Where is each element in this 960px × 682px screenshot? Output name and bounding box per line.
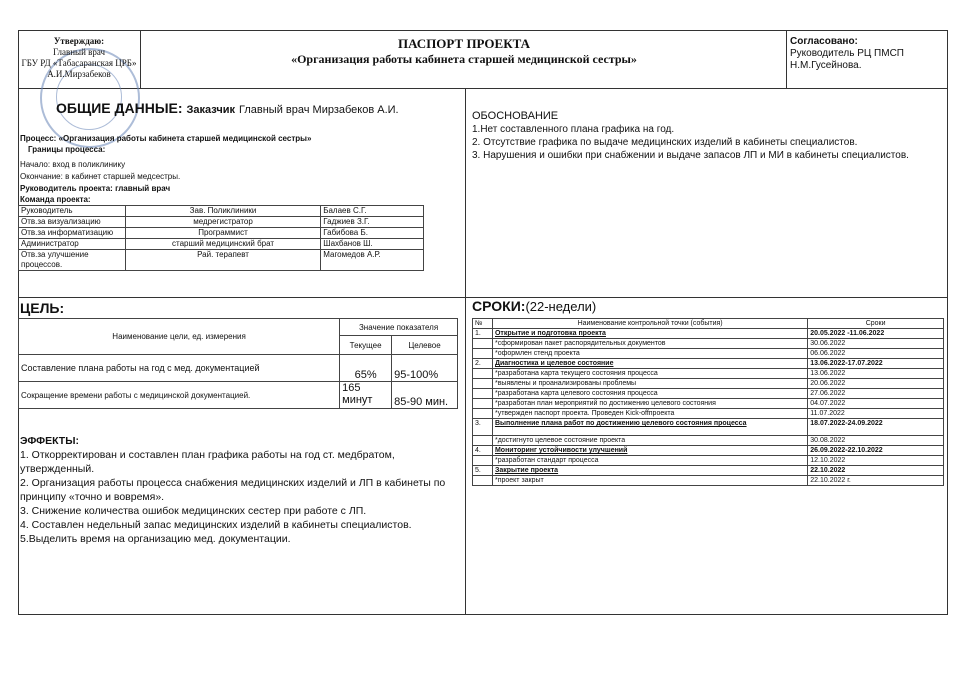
schedule-row	[473, 436, 944, 446]
schedule-event: *разработана карта целевого состояния процесса	[492, 389, 807, 399]
justification-item: 1.Нет составленного плана графика на год.	[472, 124, 675, 135]
schedule-event: Выполнение плана работ по достижению целевого состояния процесса	[492, 419, 807, 436]
schedule-table	[472, 318, 944, 486]
schedule-row	[473, 446, 944, 456]
approve-block	[20, 36, 138, 80]
schedule-num	[473, 409, 493, 419]
table-row	[19, 239, 424, 250]
table-row	[19, 228, 424, 239]
schedule-event: *оформлен стенд проекта	[492, 349, 807, 359]
schedule-num	[473, 379, 493, 389]
schedule-row	[473, 409, 944, 419]
table-row	[19, 382, 458, 409]
justification-heading: ОБОСНОВАНИЕ	[472, 110, 559, 122]
schedule-event: *выявлены и проанализированы проблемы	[492, 379, 807, 389]
page-subtitle: «Организация работы кабинета старшей медицинской сестры»	[291, 52, 637, 66]
team-name: Шахбанов Ш.	[321, 239, 424, 250]
table-row	[19, 206, 424, 217]
goal-col-value: Значение показателя	[340, 319, 458, 336]
table-row	[19, 250, 424, 271]
schedule-num: 2.	[473, 359, 493, 369]
effect-item: 2. Организация работы процесса снабжения медицинских изделий и ЛП в кабинеты по принципу «точно и вовремя».	[20, 477, 446, 503]
schedule-date: 18.07.2022-24.09.2022	[808, 419, 944, 436]
effects-heading: ЭФФЕКТЫ:	[20, 435, 79, 447]
team-name: Габибова Б.	[321, 228, 424, 239]
schedule-num	[473, 436, 493, 446]
process-start: Начало: вход в поликлинику	[20, 160, 126, 169]
general-heading-line	[56, 100, 461, 118]
schedule-event: *разработан план мероприятий по достижению целевого состояния	[492, 399, 807, 409]
schedule-heading-line	[472, 298, 596, 316]
schedule-col-date: Сроки	[808, 319, 944, 329]
schedule-num: 3.	[473, 419, 493, 436]
schedule-event: *разработана карта текущего состояния процесса	[492, 369, 807, 379]
team-position: Программист	[125, 228, 320, 239]
effects-block	[20, 434, 460, 546]
team-position: Зав. Поликлиники	[125, 206, 320, 217]
goal-target: 95-100%	[392, 355, 458, 382]
agreed-block	[790, 36, 945, 72]
schedule-date: 12.10.2022	[808, 456, 944, 466]
team-role: Отв.за улучшение процессов.	[19, 250, 126, 271]
title-block	[142, 36, 786, 67]
table-row	[19, 217, 424, 228]
goal-target: 85-90 мин.	[392, 382, 458, 409]
team-role: Отв.за визуализацию	[19, 217, 126, 228]
right-border	[947, 30, 948, 615]
schedule-num: 4.	[473, 446, 493, 456]
schedule-date: 20.05.2022 -11.06.2022	[808, 329, 944, 339]
schedule-num	[473, 456, 493, 466]
team-name: Гаджиев З.Г.	[321, 217, 424, 228]
goal-col-current: Текущее	[340, 336, 392, 355]
schedule-event: Мониторинг устойчивости улучшений	[492, 446, 807, 456]
team-role: Администратор	[19, 239, 126, 250]
schedule-date: 13.06.2022	[808, 369, 944, 379]
schedule-event: Закрытие проекта	[492, 466, 807, 476]
team-table	[18, 205, 424, 271]
customer-value: Главный врач Мирзабеков А.И.	[239, 104, 399, 116]
team-role: Руководитель	[19, 206, 126, 217]
schedule-weeks: (22-недели)	[525, 299, 597, 314]
table-row	[19, 355, 458, 382]
schedule-row	[473, 329, 944, 339]
schedule-row	[473, 466, 944, 476]
goal-col-target: Целевое	[392, 336, 458, 355]
schedule-num	[473, 399, 493, 409]
goal-heading: ЦЕЛЬ:	[20, 300, 65, 316]
schedule-num	[473, 339, 493, 349]
schedule-date: 22.10.2022	[808, 466, 944, 476]
goal-name: Сокращение времени работы с медицинской документацией.	[19, 382, 340, 409]
schedule-event: *достигнуто целевое состояние проекта	[492, 436, 807, 446]
effect-item: 3. Снижение количества ошибок медицинских сестер при работе с ЛП.	[20, 505, 367, 517]
approve-line: А.И.Мирзабеков	[47, 69, 111, 79]
customer-label: Заказчик	[186, 104, 235, 116]
schedule-row	[473, 456, 944, 466]
schedule-row	[473, 339, 944, 349]
schedule-num	[473, 476, 493, 486]
schedule-col-name: Наименование контрольной точки (события)	[492, 319, 807, 329]
schedule-num	[473, 389, 493, 399]
agreed-title: Согласовано:	[790, 36, 858, 47]
team-label: Команда проекта:	[20, 195, 91, 204]
team-position: старший медицинский брат	[125, 239, 320, 250]
schedule-date: 11.07.2022	[808, 409, 944, 419]
schedule-row	[473, 369, 944, 379]
schedule-date: 22.10.2022 г.	[808, 476, 944, 486]
schedule-event: *разработан стандарт процесса	[492, 456, 807, 466]
goal-current: 165 минут	[340, 382, 392, 409]
center-divider	[465, 88, 466, 615]
team-name: Балаев С.Г.	[321, 206, 424, 217]
effect-item: 5.Выделить время на организацию мед. документации.	[20, 533, 291, 545]
schedule-row	[473, 389, 944, 399]
agreed-line: Н.М.Гусейнова.	[790, 60, 862, 71]
schedule-heading: СРОКИ:	[472, 298, 526, 314]
goal-table	[18, 318, 458, 409]
agreed-line: Руководитель РЦ ПМСП	[790, 48, 904, 59]
schedule-event: Диагностика и целевое состояние	[492, 359, 807, 369]
schedule-row	[473, 359, 944, 369]
schedule-date: 06.06.2022	[808, 349, 944, 359]
bounds-label: Границы процесса:	[28, 145, 106, 154]
schedule-num	[473, 349, 493, 359]
justification-item: 3. Нарушения и ошибки при снабжении и выдаче запасов ЛП и МИ в кабинеты специалистов.	[472, 150, 909, 161]
header-top-border	[18, 30, 948, 31]
effect-item: 4. Составлен недельный запас медицинских изделий в кабинеты специалистов.	[20, 519, 412, 531]
process-end: Окончание: в кабинет старшей медсестры.	[20, 172, 181, 181]
team-name: Магомедов А.Р.	[321, 250, 424, 271]
schedule-row	[473, 476, 944, 486]
approve-line: Главный врач	[52, 47, 106, 57]
schedule-event: Открытие и подготовка проекта	[492, 329, 807, 339]
schedule-row	[473, 379, 944, 389]
schedule-num	[473, 369, 493, 379]
bottom-border	[18, 614, 948, 615]
schedule-date: 04.07.2022	[808, 399, 944, 409]
schedule-date: 13.06.2022-17.07.2022	[808, 359, 944, 369]
schedule-row	[473, 399, 944, 409]
approve-title: Утверждаю:	[53, 36, 105, 46]
schedule-event: *проект закрыт	[492, 476, 807, 486]
page-title: ПАСПОРТ ПРОЕКТА	[397, 36, 531, 51]
schedule-col-num: №	[473, 319, 493, 329]
header-bottom-border	[18, 88, 948, 89]
effect-item: 1. Откорректирован и составлен план графика работы на год ст. медбратом, утвержденный.	[20, 449, 395, 475]
goal-current: 65%	[340, 355, 392, 382]
project-leader: Руководитель проекта: главный врач	[20, 184, 171, 193]
goal-name: Составление плана работы на год с мед. документацией	[19, 355, 340, 382]
schedule-num: 1.	[473, 329, 493, 339]
process-text: Процесс: «Организация работы кабинета старшей медицинской сестры»	[20, 134, 312, 143]
schedule-event: *утвержден паспорт проекта. Проведен Kick-offпроекта	[492, 409, 807, 419]
schedule-date: 27.06.2022	[808, 389, 944, 399]
team-position: медрегистратор	[125, 217, 320, 228]
schedule-date: 26.09.2022-22.10.2022	[808, 446, 944, 456]
header-divider-left	[140, 30, 141, 88]
schedule-date: 20.06.2022	[808, 379, 944, 389]
schedule-row	[473, 349, 944, 359]
team-role: Отв.за информатизацию	[19, 228, 126, 239]
justification-item: 2. Отсутствие графика по выдаче медицинских изделий в кабинеты специалистов.	[472, 137, 858, 148]
header-divider-right	[786, 30, 787, 88]
goal-col-name: Наименование цели, ед. измерения	[19, 319, 340, 355]
general-heading: ОБЩИЕ ДАННЫЕ:	[56, 100, 183, 116]
schedule-num: 5.	[473, 466, 493, 476]
approve-line: ГБУ РД «Табасаранская ЦРБ»	[21, 58, 137, 68]
schedule-row	[473, 419, 944, 436]
schedule-date: 30.06.2022	[808, 339, 944, 349]
team-position: Рай. терапевт	[125, 250, 320, 271]
justification-block	[472, 110, 942, 162]
schedule-event: *сформирован пакет распорядительных документов	[492, 339, 807, 349]
schedule-date: 30.08.2022	[808, 436, 944, 446]
